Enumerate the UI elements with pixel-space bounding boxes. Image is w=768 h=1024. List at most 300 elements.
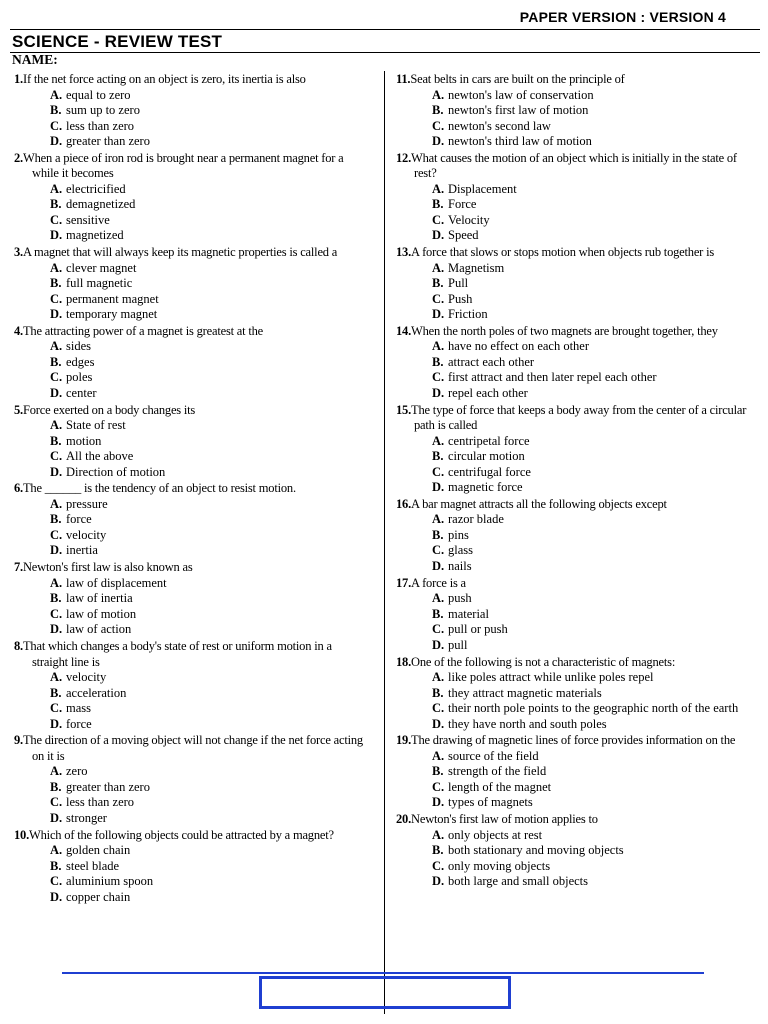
option-letter: B. (432, 197, 444, 212)
option-text: sensitive (66, 212, 110, 227)
answer-option-d (396, 717, 758, 733)
question-text: When the north poles of two magnets are brought together, they (411, 323, 718, 338)
answer-option-d (14, 622, 366, 638)
answer-option-c (14, 874, 366, 890)
option-text: copper chain (66, 889, 131, 904)
answer-option-b (396, 276, 758, 292)
option-letter: A. (432, 339, 445, 354)
option-letter: B. (432, 527, 444, 542)
option-text: stronger (66, 810, 107, 825)
answer-option-a (14, 670, 366, 686)
question-number: 2. (14, 150, 23, 165)
answer-option-b (396, 355, 758, 371)
paper-version-label: PAPER VERSION : VERSION 4 (519, 9, 726, 25)
option-letter: B. (50, 197, 62, 212)
option-letter: D. (432, 795, 445, 810)
option-letter: A. (50, 418, 63, 433)
option-letter: B. (432, 103, 444, 117)
question-text: A bar magnet attracts all the following objects except (411, 496, 667, 511)
question-stem (14, 481, 366, 497)
option-text: both large and small objects (448, 874, 589, 889)
answer-option-c (396, 543, 758, 559)
option-text: Friction (448, 307, 488, 322)
option-letter: C. (50, 874, 63, 889)
option-letter: A. (432, 512, 445, 527)
answer-option-c (14, 213, 366, 229)
question-1 (14, 72, 366, 150)
option-letter: A. (432, 591, 445, 606)
question-stem (14, 245, 366, 261)
question-7 (14, 560, 366, 638)
option-letter: D. (432, 716, 445, 731)
answer-option-c (396, 465, 758, 481)
option-text: sides (66, 339, 91, 354)
option-letter: D. (432, 558, 445, 573)
option-text: equal to zero (66, 87, 131, 102)
answer-option-a (396, 828, 758, 844)
answer-option-a (14, 497, 366, 513)
option-text: pressure (66, 496, 108, 511)
question-20 (396, 812, 758, 890)
option-text: they attract magnetic materials (448, 685, 602, 700)
answer-option-d (14, 465, 366, 481)
question-text: A force that slows or stops motion when objects rub together is (411, 245, 715, 260)
option-letter: D. (432, 874, 445, 889)
answer-option-a (396, 339, 758, 355)
option-text: material (448, 606, 489, 621)
option-text: glass (448, 543, 473, 558)
answer-option-d (14, 543, 366, 559)
answer-option-d (396, 386, 758, 402)
answer-option-d (396, 480, 758, 496)
option-text: law of inertia (66, 591, 133, 606)
option-text: motion (66, 433, 102, 448)
answer-option-b (14, 276, 366, 292)
option-letter: C. (432, 858, 445, 873)
option-letter: D. (50, 385, 63, 400)
question-number: 14. (396, 323, 412, 338)
answer-option-c (396, 780, 758, 796)
question-number: 10. (14, 827, 30, 842)
option-letter: D. (50, 889, 63, 904)
answer-option-b (396, 843, 758, 859)
question-stem (396, 72, 758, 88)
option-text: they have north and south poles (448, 716, 607, 731)
option-letter: D. (432, 307, 445, 322)
answer-option-b (396, 197, 758, 213)
question-number: 16. (396, 496, 412, 511)
answer-option-a (14, 261, 366, 277)
option-text: only moving objects (448, 858, 551, 873)
question-text: The type of force that keeps a body away from the center of a circular path is called (411, 402, 747, 433)
option-text: pull or push (448, 622, 508, 637)
question-text: A magnet that will always keep its magnetic properties is called a (22, 245, 338, 260)
option-letter: A. (50, 764, 63, 779)
answer-option-d (14, 228, 366, 244)
question-17 (396, 576, 758, 654)
option-letter: D. (50, 543, 63, 558)
option-letter: C. (50, 370, 63, 385)
option-text: newton's law of conservation (448, 87, 594, 102)
option-letter: B. (50, 858, 62, 873)
option-letter: A. (50, 670, 63, 685)
question-number: 20. (396, 812, 412, 827)
option-text: sum up to zero (66, 103, 140, 117)
answer-option-c (396, 859, 758, 875)
question-text: A force is a (411, 575, 466, 590)
question-18 (396, 655, 758, 733)
answer-option-b (396, 686, 758, 702)
option-text: Speed (448, 228, 479, 243)
option-text: pins (448, 527, 469, 542)
option-text: like poles attract while unlike poles repel (448, 670, 654, 685)
question-text: The attracting power of a magnet is greatest at the (22, 323, 264, 338)
answer-option-a (14, 764, 366, 780)
page-title: SCIENCE - REVIEW TEST (12, 32, 223, 51)
answer-option-c (396, 119, 758, 135)
option-text: less than zero (66, 795, 135, 810)
answer-option-b (14, 859, 366, 875)
option-text: centrifugal force (448, 464, 531, 479)
answer-option-b (396, 528, 758, 544)
option-text: magnetic force (448, 480, 523, 495)
question-number: 8. (14, 639, 23, 654)
question-3 (14, 245, 366, 323)
option-letter: B. (50, 685, 62, 700)
option-text: temporary magnet (66, 307, 158, 322)
question-stem (14, 639, 366, 670)
question-4 (14, 324, 366, 402)
question-text: The direction of a moving object will not change if the net force acting on it is (22, 733, 363, 763)
option-letter: C. (432, 622, 445, 637)
option-letter: A. (432, 670, 445, 685)
question-5 (14, 403, 366, 481)
answer-option-a (14, 418, 366, 434)
option-letter: C. (50, 118, 63, 133)
option-text: Push (448, 291, 473, 306)
question-stem (396, 812, 758, 828)
option-text: magnetized (66, 228, 124, 243)
question-stem (396, 151, 758, 182)
question-number: 9. (14, 733, 23, 748)
question-19 (396, 733, 758, 811)
answer-option-d (14, 717, 366, 733)
option-letter: D. (432, 637, 445, 652)
question-12 (396, 151, 758, 244)
option-letter: B. (50, 591, 62, 606)
question-stem (396, 324, 758, 340)
option-letter: A. (432, 181, 445, 196)
option-text: razor blade (448, 512, 504, 527)
question-stem (14, 828, 366, 844)
question-10 (14, 828, 366, 906)
question-8 (14, 639, 366, 732)
answer-option-a (14, 182, 366, 198)
option-letter: A. (432, 87, 445, 102)
question-stem (14, 560, 366, 576)
footer-blue-box (259, 976, 511, 1009)
answer-option-b (14, 780, 366, 796)
answer-option-d (396, 795, 758, 811)
option-text: only objects at rest (448, 827, 543, 842)
answer-option-d (14, 386, 366, 402)
option-letter: A. (432, 260, 445, 275)
option-letter: C. (50, 527, 63, 542)
answer-option-a (14, 843, 366, 859)
option-text: full magnetic (66, 276, 133, 291)
option-text: All the above (66, 449, 134, 464)
header-top-rule (10, 29, 760, 30)
option-text: zero (66, 764, 88, 779)
option-letter: C. (50, 795, 63, 810)
option-letter: B. (432, 276, 444, 291)
option-letter: D. (50, 716, 63, 731)
option-letter: B. (50, 354, 62, 369)
option-letter: A. (432, 827, 445, 842)
answer-option-b (14, 355, 366, 371)
option-text: electricified (66, 181, 126, 196)
answer-option-c (14, 370, 366, 386)
column-divider (384, 71, 385, 1014)
option-text: center (66, 385, 97, 400)
title-underline-rule (10, 52, 760, 53)
option-text: greater than zero (66, 134, 150, 148)
option-letter: B. (432, 354, 444, 369)
answer-option-b (396, 764, 758, 780)
answer-option-b (14, 686, 366, 702)
answer-option-b (396, 449, 758, 465)
option-text: repel each other (448, 385, 528, 400)
option-text: clever magnet (66, 260, 137, 275)
option-text: newton's first law of motion (448, 103, 589, 117)
option-text: mass (66, 701, 91, 716)
option-text: first attract and then later repel each other (448, 370, 657, 385)
option-text: Force (448, 197, 477, 212)
question-number: 1. (14, 72, 23, 86)
answer-option-c (14, 607, 366, 623)
option-text: centripetal force (448, 433, 530, 448)
option-letter: D. (432, 385, 445, 400)
question-stem (14, 324, 366, 340)
question-text: The drawing of magnetic lines of force provides information on the (411, 733, 736, 748)
option-letter: D. (50, 464, 63, 479)
option-letter: C. (50, 701, 63, 716)
question-number: 17. (396, 575, 412, 590)
option-letter: D. (50, 622, 63, 637)
answer-option-d (396, 228, 758, 244)
option-letter: A. (50, 843, 63, 858)
option-letter: A. (50, 260, 63, 275)
option-text: force (66, 716, 92, 731)
option-letter: B. (432, 764, 444, 779)
option-text: Magnetism (448, 260, 505, 275)
answer-option-d (396, 559, 758, 575)
option-letter: C. (432, 779, 445, 794)
question-stem (14, 733, 366, 764)
option-letter: C. (50, 291, 63, 306)
option-text: types of magnets (448, 795, 533, 810)
answer-option-c (14, 701, 366, 717)
question-number: 3. (14, 245, 23, 260)
question-stem (14, 72, 366, 88)
question-stem (396, 733, 758, 749)
option-text: push (448, 591, 472, 606)
question-11 (396, 72, 758, 150)
option-text: strength of the field (448, 764, 547, 779)
option-letter: D. (50, 134, 63, 148)
footer-blue-rule (62, 972, 704, 974)
question-number: 18. (396, 654, 412, 669)
right-question-column (396, 72, 758, 891)
answer-option-d (14, 307, 366, 323)
question-stem (396, 497, 758, 513)
question-16 (396, 497, 758, 575)
option-letter: C. (432, 370, 445, 385)
option-text: newton's third law of motion (448, 134, 592, 148)
answer-option-d (14, 134, 366, 150)
option-text: length of the magnet (448, 779, 552, 794)
question-stem (14, 151, 366, 182)
answer-option-d (396, 874, 758, 890)
question-text: If the net force acting on an object is zero, its inertia is also (22, 72, 306, 86)
answer-option-d (14, 811, 366, 827)
answer-option-b (14, 591, 366, 607)
question-number: 5. (14, 402, 23, 417)
option-text: aluminium spoon (66, 874, 154, 889)
question-number: 19. (396, 733, 412, 748)
option-letter: C. (432, 291, 445, 306)
question-text: What causes the motion of an object which is initially in the state of rest? (411, 150, 737, 181)
option-text: velocity (66, 670, 107, 685)
question-stem (396, 576, 758, 592)
answer-option-d (396, 638, 758, 654)
option-text: nails (448, 558, 472, 573)
answer-option-b (396, 103, 758, 119)
question-14 (396, 324, 758, 402)
option-letter: B. (50, 779, 62, 794)
answer-option-c (396, 701, 758, 717)
answer-option-c (14, 449, 366, 465)
question-number: 13. (396, 245, 412, 260)
option-letter: A. (50, 496, 63, 511)
option-letter: C. (432, 212, 445, 227)
option-text: their north pole points to the geographic north of the earth (448, 701, 739, 716)
option-letter: C. (50, 606, 63, 621)
question-text: One of the following is not a characteristic of magnets: (411, 654, 676, 669)
option-letter: A. (432, 748, 445, 763)
option-text: source of the field (448, 748, 539, 763)
question-text: The ______ is the tendency of an object to resist motion. (22, 481, 296, 496)
option-text: greater than zero (66, 779, 150, 794)
option-letter: C. (432, 543, 445, 558)
option-letter: B. (50, 103, 62, 117)
answer-option-c (14, 795, 366, 811)
option-letter: D. (50, 307, 63, 322)
answer-option-c (396, 213, 758, 229)
answer-option-a (14, 576, 366, 592)
answer-option-c (396, 622, 758, 638)
question-text: That which changes a body's state of rest or uniform motion in a straight line is (22, 639, 332, 669)
option-letter: C. (432, 464, 445, 479)
question-text: Newton's first law is also known as (22, 560, 193, 575)
option-text: circular motion (448, 449, 525, 464)
answer-option-d (14, 890, 366, 906)
answer-option-a (396, 88, 758, 104)
answer-option-a (396, 512, 758, 528)
answer-option-c (396, 370, 758, 386)
option-letter: A. (50, 339, 63, 354)
answer-option-b (14, 434, 366, 450)
answer-option-b (14, 103, 366, 119)
option-letter: B. (50, 512, 62, 527)
question-6 (14, 481, 366, 559)
question-stem (396, 655, 758, 671)
answer-option-a (14, 339, 366, 355)
option-text: inertia (66, 543, 98, 558)
option-letter: B. (432, 449, 444, 464)
question-stem (396, 403, 758, 434)
answer-option-a (396, 434, 758, 450)
answer-option-d (396, 307, 758, 323)
option-letter: B. (50, 276, 62, 291)
question-text: Seat belts in cars are built on the principle of (410, 72, 625, 86)
answer-option-a (396, 670, 758, 686)
option-letter: D. (432, 480, 445, 495)
option-text: attract each other (448, 354, 535, 369)
option-text: velocity (66, 527, 107, 542)
option-letter: C. (50, 212, 63, 227)
question-13 (396, 245, 758, 323)
option-letter: C. (432, 118, 445, 133)
option-letter: D. (432, 228, 445, 243)
option-text: poles (66, 370, 93, 385)
option-text: law of motion (66, 606, 137, 621)
option-text: State of rest (66, 418, 126, 433)
question-text: Newton's first law of motion applies to (411, 812, 598, 827)
question-15 (396, 403, 758, 496)
option-text: Direction of motion (66, 464, 166, 479)
option-text: law of displacement (66, 575, 167, 590)
option-text: steel blade (66, 858, 120, 873)
option-letter: B. (432, 685, 444, 700)
answer-option-c (396, 292, 758, 308)
option-letter: B. (50, 433, 62, 448)
question-text: When a piece of iron rod is brought near a permanent magnet for a while it becomes (22, 150, 344, 181)
question-number: 4. (14, 323, 23, 338)
answer-option-a (396, 591, 758, 607)
option-letter: D. (50, 810, 63, 825)
answer-option-d (396, 134, 758, 150)
option-letter: B. (432, 843, 444, 858)
option-letter: A. (50, 575, 63, 590)
option-text: pull (448, 637, 468, 652)
question-number: 12. (396, 150, 412, 165)
answer-option-a (14, 88, 366, 104)
question-text: Force exerted on a body changes its (22, 402, 196, 417)
option-text: demagnetized (66, 197, 136, 212)
question-number: 15. (396, 402, 412, 417)
question-stem (396, 245, 758, 261)
answer-option-c (14, 292, 366, 308)
left-question-column (14, 72, 366, 906)
option-letter: C. (50, 449, 63, 464)
option-letter: D. (432, 134, 445, 148)
question-number: 7. (14, 560, 23, 575)
name-label: NAME: (12, 52, 58, 67)
option-text: force (66, 512, 92, 527)
answer-option-a (396, 749, 758, 765)
option-letter: C. (432, 701, 445, 716)
